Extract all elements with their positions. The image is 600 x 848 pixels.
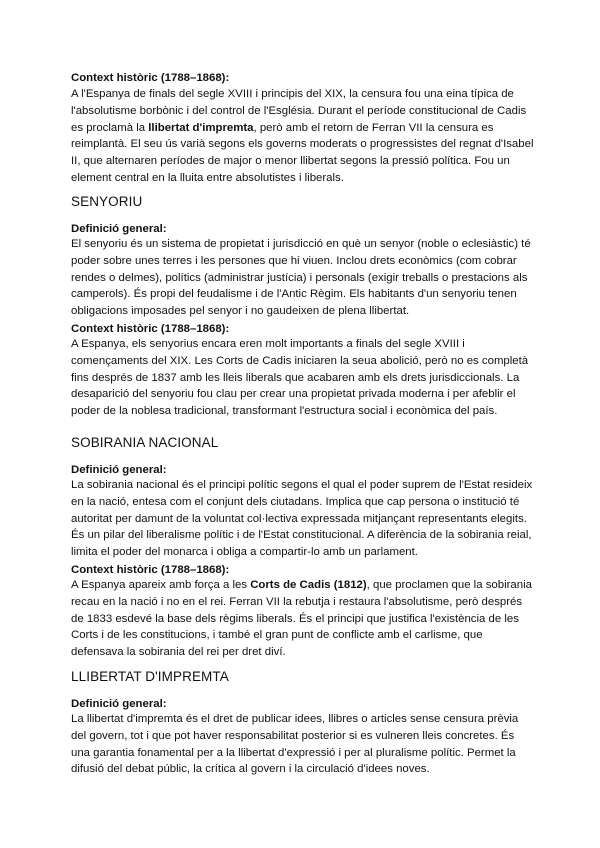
sobirania-context-text: A Espanya apareix amb força a les Corts de Cadis (1812), que proclamen que la sobirania recau en la nació i no en el rei. Ferran VII la rebutja i restaura l'absolutisme, però després de 1833 esdevé la base dels règims liberals. És el principi que justifica l'existència de les Corts i de les constitucions, i també el gran punt de conflicte amb el carlisme, que defensava la sobirania del rei per dret diví.	[71, 579, 532, 659]
intro-context-text: A l'Espanya de finals del segle XVIII i principis del XIX, la censura fou una eina típica de l'absolutisme borbònic i del control de l'Església. Durant el període constitucional de Cadis es proclamà la llibertat d'impremta, però amb el retorn de Ferran VII la censura es reimplantà. El seu ús varià segons els governs moderats o progressistes del regnat d'Isabel II, que alternaren períodes de major o menor llibertat segons la pressió política. Fou un element central en la lluita entre absolutistes i liberals.	[71, 88, 534, 184]
senyoriu-context-text: A Espanya, els senyorius encara eren molt importants a finals del segle XVIII i començaments del XIX. Les Corts de Cadis iniciaren la seua abolició, però no es completà fins després de 1837 amb les lleis liberals que acabaren amb els drets jurisdiccionals. La desaparició del senyoriu fou clau per crear una propietat privada moderna i per afeblir el poder de la noblesa tradicional, transformant l'estructura social i econòmica del país.	[71, 338, 529, 418]
sobirania-def-heading: Definició general:	[71, 464, 167, 476]
intro-context-heading: Context històric (1788–1868):	[71, 72, 230, 84]
senyoriu-def-heading: Definició general:	[71, 223, 167, 235]
senyoriu-def-text: El senyoriu és un sistema de propietat i jurisdicció en què un senyor (noble o eclesiàstic) té poder sobre unes terres i les persones que hi viuen. Inclou drets econòmics (com cobrar rendes o delmes), polítics (administrar justícia) i personals (exigir treballs o prestacions als camperols). És propi del feudalisme i de l'Antic Règim. Els habitants d'un senyoriu tenen obligacions imposades pel senyor i no gaudeixen de plena llibertat.	[71, 238, 531, 318]
llibertat-def-heading: Definició general:	[71, 698, 167, 710]
section-title-llibertat: LLIBERTAT D'IMPREMTA	[71, 669, 229, 684]
sobirania-bold-term: Corts de Cadis (1812)	[250, 579, 367, 591]
section-title-senyoriu: SENYORIU	[71, 194, 143, 209]
sobirania-context-heading: Context històric (1788–1868):	[71, 564, 230, 576]
senyoriu-context-heading: Context històric (1788–1868):	[71, 323, 230, 335]
section-title-sobirania: SOBIRANIA NACIONAL	[71, 435, 219, 450]
sobirania-def-text: La sobirania nacional és el principi polític segons el qual el poder suprem de l'Estat resideix en la nació, entesa com el conjunt dels ciutadans. Implica que cap persona o institució té autoritat per damunt de la voluntat col·lectiva expressada mitjançant representants elegits. És un pilar del liberalisme polític i de l'Estat constitucional. A diferència de la sobirania reial, limita el poder del monarca i obliga a compartir-lo amb un parlament.	[71, 479, 533, 559]
intro-bold-term: llibertat d'impremta	[148, 121, 254, 134]
llibertat-def-text: La llibertat d'impremta és el dret de publicar idees, llibres o articles sense censura prèvia del govern, tot i que pot haver responsabilitat posterior si es vulneren lleis concretes. És una garantia fonamental per a la llibertat d'expressió i per al pluralisme polític. Permet la difusió del debat públic, la crítica al govern i la circulació d'idees noves.	[71, 713, 519, 776]
